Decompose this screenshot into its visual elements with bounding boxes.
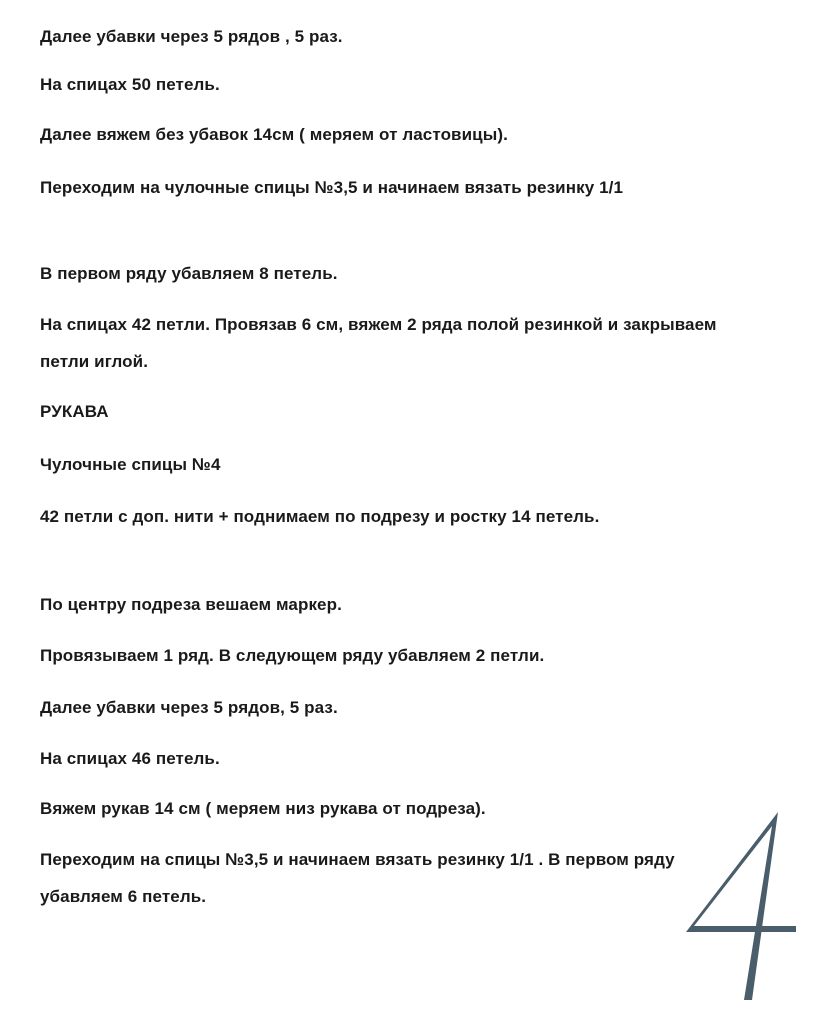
paragraph-11: Провязываем 1 ряд. В следующем ряду убавляем 2 петли. — [40, 646, 545, 665]
paragraph-8: Чулочные спицы №4 — [40, 455, 221, 474]
paragraph-1: Далее убавки через 5 рядов , 5 раз. — [40, 27, 343, 46]
page-number — [668, 800, 798, 1000]
paragraph-5: В первом ряду убавляем 8 петель. — [40, 264, 338, 283]
paragraph-12: Далее убавки через 5 рядов, 5 раз. — [40, 698, 338, 717]
paragraph-4: Переходим на чулочные спицы №3,5 и начинаем вязать резинку 1/1 — [40, 178, 624, 197]
paragraph-10: По центру подреза вешаем маркер. — [40, 595, 342, 614]
section-heading-sleeves: РУКАВА — [40, 402, 109, 421]
paragraph-2: На спицах 50 петель. — [40, 75, 220, 94]
paragraph-3: Далее вяжем без убавок 14см ( меряем от ластовицы). — [40, 125, 508, 144]
paragraph-14: Вяжем рукав 14 см ( меряем низ рукава от подреза). — [40, 799, 486, 818]
page-number-glyph — [686, 812, 796, 1000]
paragraph-6: На спицах 42 петли. Провязав 6 см, вяжем 2 ряда полой резинкой и закрываем петли иглой. — [40, 315, 717, 371]
paragraph-13: На спицах 46 петель. — [40, 749, 220, 768]
paragraph-9: 42 петли с доп. нити + поднимаем по подрезу и ростку 14 петель. — [40, 507, 600, 526]
paragraph-15: Переходим на спицы №3,5 и начинаем вязать резинку 1/1 . В первом ряду убавляем 6 петель. — [40, 850, 675, 906]
